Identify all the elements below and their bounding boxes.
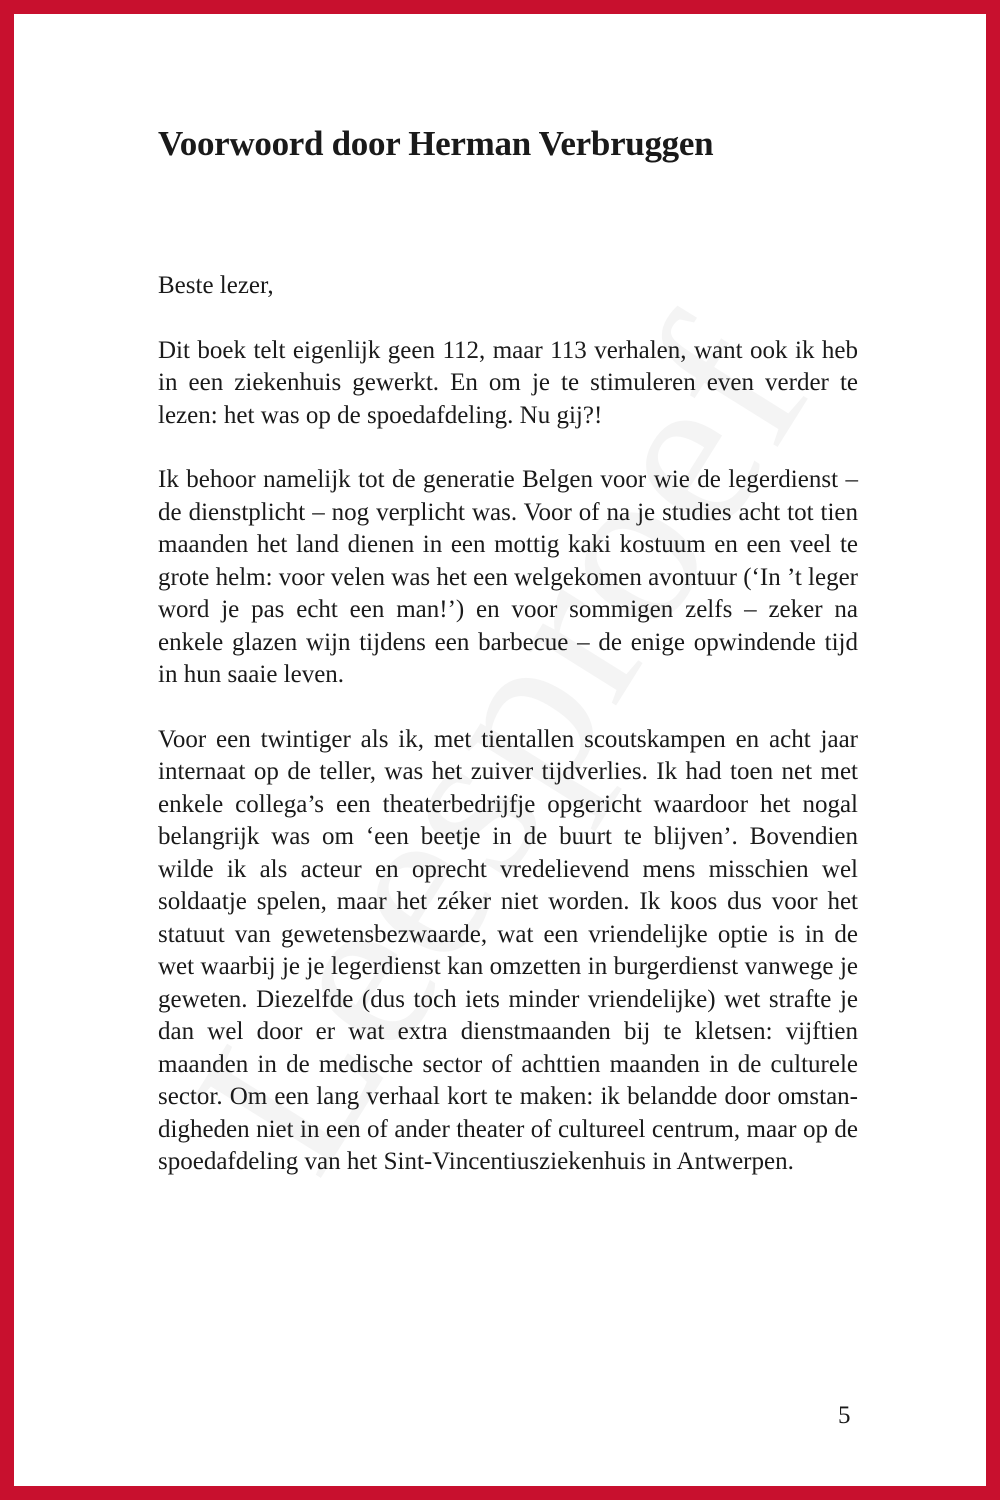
page-number: 5 bbox=[838, 1402, 851, 1429]
page-content bbox=[158, 120, 858, 1179]
paragraph-1: Dit boek telt eigenlijk geen 112, maar 113 verhalen, want ook ik heb in een ziekenhuis gewerkt. En om je te stimuleren even verder te lezen: het was op de spoedafdeling. Nu gij?! bbox=[158, 336, 858, 429]
salutation: Beste lezer, bbox=[158, 272, 274, 299]
paragraph-3: Voor een twintiger als ik, met tientallen scoutskampen en acht jaar internaat op de teller, was het zuiver tijdverlies. Ik had toen net met enkele collega’s een theaterbedrijfje opgericht waardoor het nogal belangrijk was om ‘een beetje in de buurt te blijven’. Bovendien wilde ik als acteur en oprecht vredelievend mens misschien wel soldaatje spelen, maar het zéker niet worden. Ik koos dus voor het statuut van gewetensbezwaarde, wat een vriendelijke optie is in de wet waarbij je je legerdienst kan omzetten in burgerdienst vanwege je geweten. Diezelfde (dus toch iets minder vriendelijke) wet strafte je dan wel door er wat extra dienstmaanden bij te kletsen: vijftien maanden in de medische sector of achttien maanden in de culturele sector. Om een lang verhaal kort te maken: ik belandde door omstandigheden niet in een of ander theater of cultureel centrum, maar op de spoedafdeling van het Sint-Vincentiusziekenhuis in Antwerpen. bbox=[158, 725, 858, 1175]
page-title: Voorwoord door Herman Verbruggen bbox=[158, 124, 714, 163]
paragraph-2: Ik behoor namelijk tot de generatie Belgen voor wie de legerdienst – de dienstplicht – nog verplicht was. Voor of na je studies acht tot tien maanden het land dienen in een mottig kaki kostuum en een veel te grote helm: voor velen was het een welgekomen avontuur (‘In ’t leger word je pas echt een man!’) en voor sommigen zelfs – zeker na enkele glazen wijn tijdens een barbecue – de enige opwindende tijd in hun saaie leven. bbox=[158, 466, 858, 688]
